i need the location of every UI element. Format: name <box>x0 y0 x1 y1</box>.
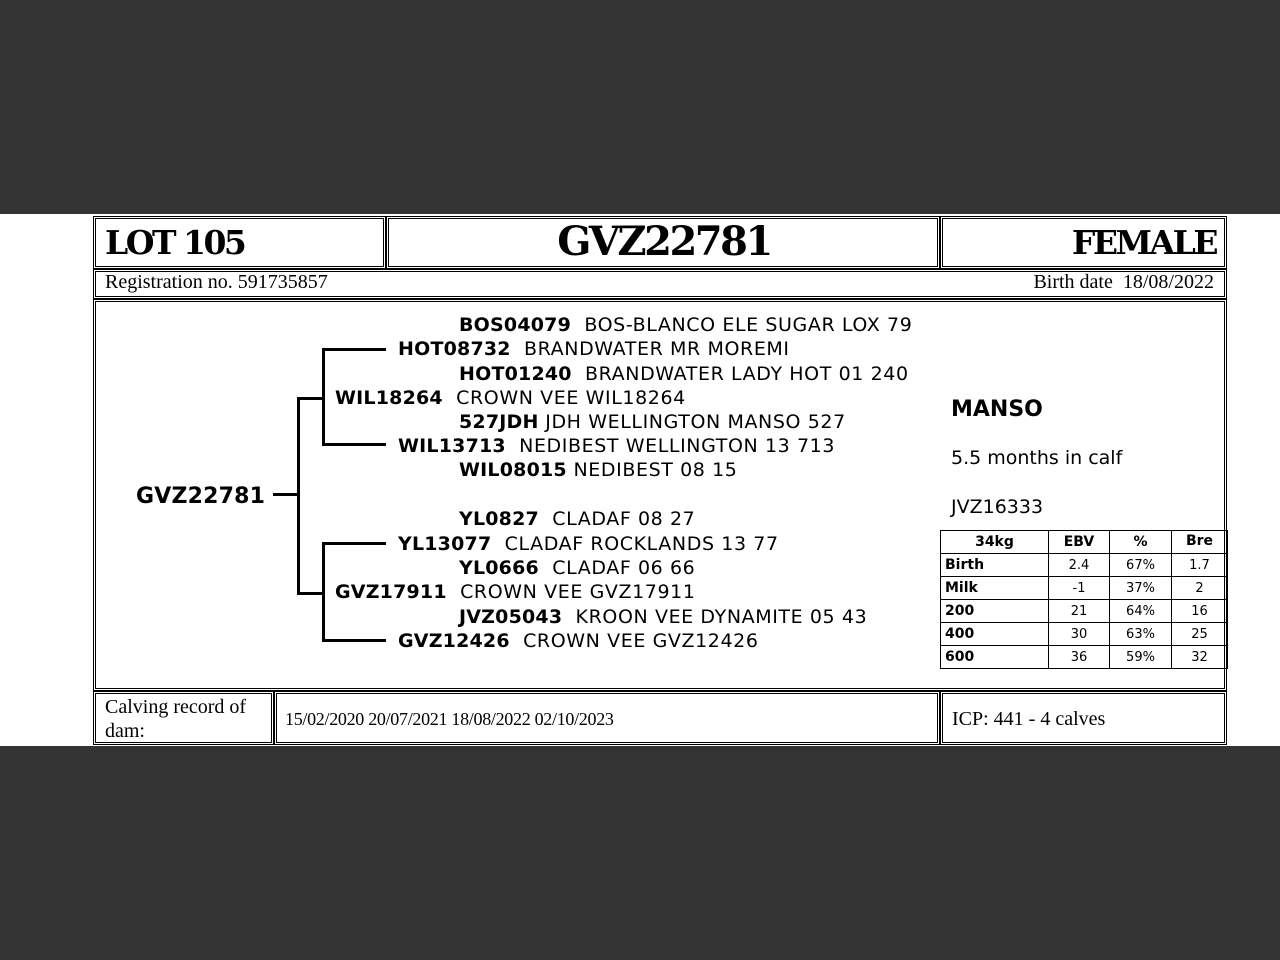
table-row <box>941 646 1228 669</box>
table-row <box>941 600 1228 623</box>
table-row <box>941 577 1228 600</box>
service-bull: MANSO <box>951 397 1043 422</box>
pedigree-connector <box>322 639 386 642</box>
pedigree-subject: GVZ22781 <box>136 484 266 509</box>
calving-label-box <box>93 691 274 745</box>
ebv-value: 21 <box>1049 600 1110 623</box>
ebv-table <box>940 530 1228 669</box>
ebv-header-ebv: EBV <box>1049 531 1110 554</box>
pedigree-sire-dam-sire: 527JDH JDH WELLINGTON MANSO 527 <box>459 411 846 433</box>
pedigree-dam-dam-sire: JVZ05043 KROON VEE DYNAMITE 05 43 <box>459 606 868 628</box>
ebv-value: 36 <box>1049 646 1110 669</box>
pedigree-dam-sire-sire: YL0827 CLADAF 08 27 <box>459 508 696 530</box>
pedigree-sire-sire: HOT08732 BRANDWATER MR MOREMI <box>398 338 790 360</box>
icp-box <box>940 691 1227 745</box>
ebv-breed: 16 <box>1172 600 1228 623</box>
animal-id-box <box>386 216 940 269</box>
ebv-row-label: 400 <box>941 623 1049 646</box>
pedigree-sire-dam: WIL13713 NEDIBEST WELLINGTON 13 713 <box>398 435 836 457</box>
ebv-breed: 1.7 <box>1172 554 1228 577</box>
pedigree-sire-sire-sire: BOS04079 BOS-BLANCO ELE SUGAR LOX 79 <box>459 314 913 336</box>
table-row <box>941 554 1228 577</box>
pedigree-dam-dam: GVZ12426 CROWN VEE GVZ12426 <box>398 630 759 652</box>
ebv-row-label: Birth <box>941 554 1049 577</box>
ebv-breed: 32 <box>1172 646 1228 669</box>
pedigree-connector <box>297 397 300 595</box>
registration-label: Registration no. <box>105 271 233 293</box>
animal-id-title: GVZ22781 <box>557 218 771 265</box>
pedigree-sire: WIL18264 CROWN VEE WIL18264 <box>335 387 686 409</box>
ebv-row-label: Milk <box>941 577 1049 600</box>
birth-date <box>1033 270 1214 294</box>
pedigree-dam-sire: YL13077 CLADAF ROCKLANDS 13 77 <box>398 533 779 555</box>
birth-date-value: 18/08/2022 <box>1122 271 1214 293</box>
pedigree-connector <box>273 493 297 496</box>
pedigree-dam: GVZ17911 CROWN VEE GVZ17911 <box>335 581 696 603</box>
ebv-value: 30 <box>1049 623 1110 646</box>
sex-label: FEMALE <box>1071 223 1216 262</box>
pedigree-connector <box>297 592 324 595</box>
ebv-table-header <box>941 531 1228 554</box>
pedigree-connector <box>322 542 386 545</box>
icp-value: ICP: 441 - 4 calves <box>952 708 1106 730</box>
ebv-percent: 67% <box>1110 554 1172 577</box>
service-bull-id: JVZ16333 <box>951 496 1044 518</box>
pedigree-connector <box>322 348 386 351</box>
pedigree-sire-sire-dam: HOT01240 BRANDWATER LADY HOT 01 240 <box>459 363 909 385</box>
calving-label: Calving record of dam: <box>105 696 247 742</box>
sex-box <box>940 216 1227 269</box>
ebv-percent: 64% <box>1110 600 1172 623</box>
ebv-row-label: 600 <box>941 646 1049 669</box>
pedigree-sire-dam-dam: WIL08015 NEDIBEST 08 15 <box>459 459 738 481</box>
pedigree-connector <box>322 542 325 642</box>
ebv-header-weight: 34kg <box>941 531 1049 554</box>
registration-number <box>105 270 328 294</box>
lot-number: LOT 105 <box>105 223 245 262</box>
calving-dates-box <box>274 691 940 745</box>
pedigree-connector <box>322 443 386 446</box>
table-row <box>941 623 1228 646</box>
calving-dates: 15/02/2020 20/07/2021 18/08/2022 02/10/2023 <box>285 709 614 729</box>
ebv-header-breed: Bre <box>1172 531 1228 554</box>
ebv-header-percent: % <box>1110 531 1172 554</box>
lot-box <box>93 216 386 269</box>
ebv-breed: 25 <box>1172 623 1228 646</box>
pregnancy-status: 5.5 months in calf <box>951 447 1123 469</box>
ebv-percent: 37% <box>1110 577 1172 600</box>
ebv-value: 2.4 <box>1049 554 1110 577</box>
registration-value: 591735857 <box>237 271 328 293</box>
birth-date-label: Birth date <box>1033 271 1113 293</box>
ebv-percent: 59% <box>1110 646 1172 669</box>
lot-card <box>0 214 1280 746</box>
pedigree-connector <box>322 348 325 446</box>
ebv-row-label: 200 <box>941 600 1049 623</box>
ebv-percent: 63% <box>1110 623 1172 646</box>
pedigree-connector <box>297 397 324 400</box>
pedigree-dam-sire-dam: YL0666 CLADAF 06 66 <box>459 557 696 579</box>
ebv-value: -1 <box>1049 577 1110 600</box>
ebv-breed: 2 <box>1172 577 1228 600</box>
